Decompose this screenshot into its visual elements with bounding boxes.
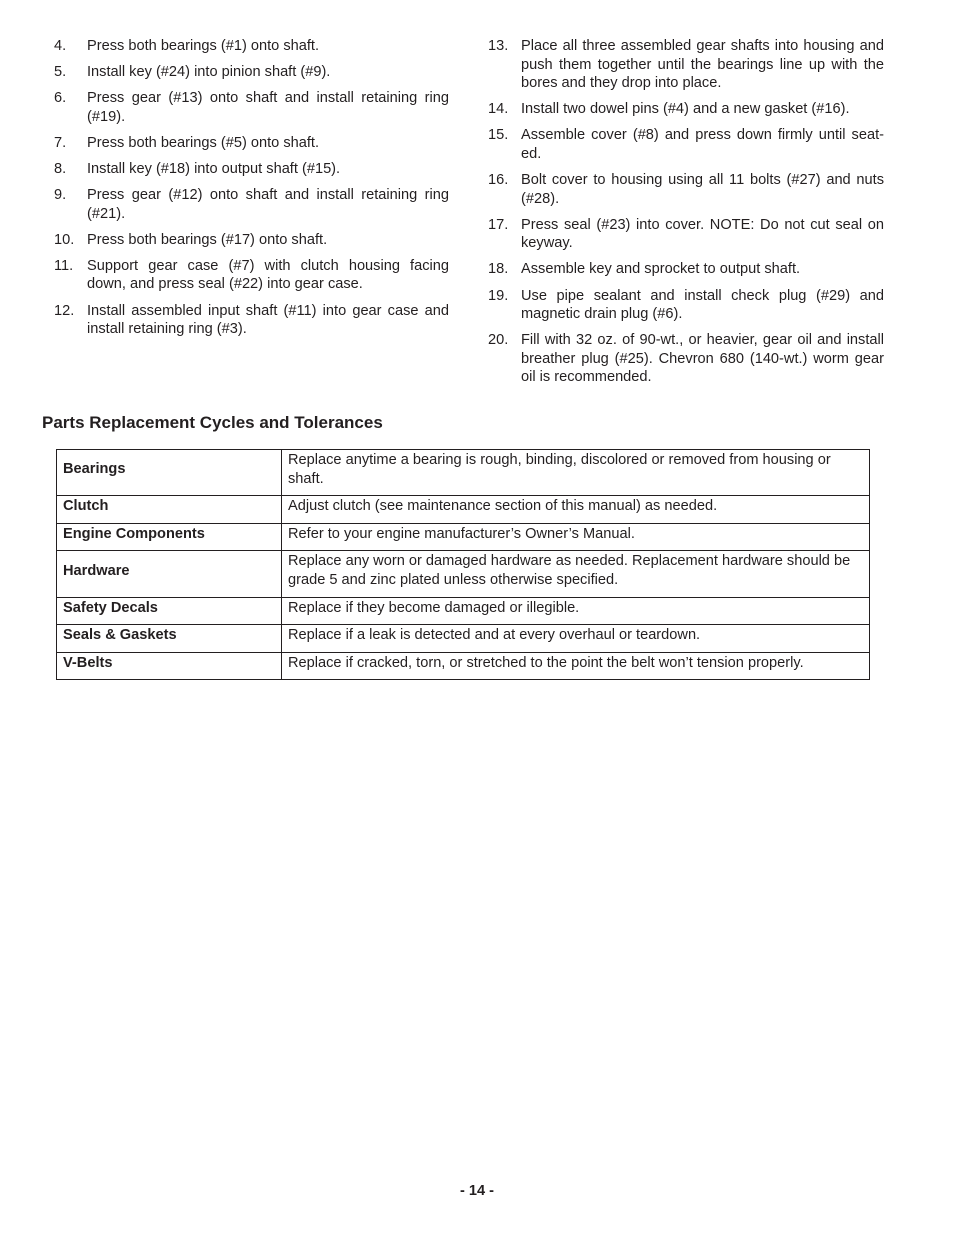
part-name-cell: Bearings	[57, 450, 282, 496]
step-number: 11.	[54, 257, 74, 274]
step-item	[54, 257, 449, 294]
step-text: Use pipe sealant and install check plug (#29) and magnetic drain plug (#6).	[521, 287, 884, 323]
step-number: 16.	[488, 172, 509, 189]
step-number: 8.	[54, 160, 67, 177]
step-item	[54, 134, 449, 153]
step-number: 6.	[54, 90, 67, 107]
step-text: Support gear case (#7) with clutch housing facing down, and press seal (#22) into gear case.	[87, 257, 449, 293]
step-item	[488, 260, 884, 279]
table-row	[57, 597, 870, 625]
step-text: Assemble cover (#8) and press down firmly until seat-ed.	[521, 127, 884, 162]
step-item	[488, 331, 884, 387]
part-description-cell: Replace if a leak is detected and at every overhaul or teardown.	[282, 625, 870, 653]
step-number: 7.	[54, 134, 67, 151]
step-number: 19.	[488, 287, 509, 304]
step-item	[54, 231, 449, 250]
step-item	[488, 126, 884, 163]
part-description-cell: Replace if cracked, torn, or stretched to the point the belt won’t tension properly.	[282, 652, 870, 680]
step-item	[54, 37, 449, 56]
step-number: 17.	[488, 216, 509, 233]
step-number: 10.	[54, 231, 75, 248]
step-text: Fill with 32 oz. of 90-wt., or heavier, gear oil and install breather plug (#25). Chevron 680 (140-wt.) worm gear oil is recommended.	[521, 332, 884, 386]
page-number: - 14 -	[459, 1183, 495, 1199]
part-name-cell: V-Belts	[57, 652, 282, 680]
part-name-cell: Seals & Gaskets	[57, 625, 282, 653]
step-number: 18.	[488, 261, 509, 278]
step-number: 9.	[54, 187, 67, 204]
step-text: Install key (#24) into pinion shaft (#9).	[87, 64, 331, 81]
step-number: 13.	[488, 38, 509, 54]
part-description-cell: Adjust clutch (see maintenance section of this manual) as needed.	[282, 496, 870, 524]
step-item	[488, 171, 884, 208]
step-text: Install assembled input shaft (#11) into gear case and install retaining ring (#3).	[87, 302, 449, 338]
step-text: Press both bearings (#5) onto shaft.	[87, 134, 320, 151]
part-name-cell: Hardware	[57, 551, 282, 597]
step-number: 14.	[488, 101, 509, 118]
step-item	[488, 216, 884, 253]
table-row	[57, 523, 870, 551]
part-name-cell: Engine Components	[57, 523, 282, 551]
steps-column-left	[54, 37, 449, 346]
section-title: Parts Replacement Cycles and Tolerances	[42, 413, 383, 432]
step-item	[54, 302, 449, 339]
steps-column-right	[488, 37, 884, 395]
part-description-cell: Replace any worn or damaged hardware as needed. Replacement hardware should be grade 5 and zinc plated unless otherwise specified.	[282, 551, 870, 597]
step-text: Install two dowel pins (#4) and a new gasket (#16).	[521, 101, 850, 118]
step-number: 20.	[488, 332, 509, 349]
step-text: Press gear (#12) onto shaft and install retaining ring (#21).	[87, 187, 449, 222]
table-row	[57, 652, 870, 680]
part-description-cell: Replace anytime a bearing is rough, binding, discolored or removed from housing or shaft.	[282, 450, 870, 496]
table-row	[57, 551, 870, 597]
step-item	[488, 100, 884, 119]
step-text: Place all three assembled gear shafts into housing and push them together until the bearings line up with the bores and they drop into place.	[521, 38, 884, 92]
part-name-cell: Clutch	[57, 496, 282, 524]
step-item	[54, 63, 449, 82]
parts-replacement-table	[56, 449, 870, 680]
step-item	[54, 186, 449, 223]
step-text: Press both bearings (#17) onto shaft.	[87, 231, 328, 248]
table-row	[57, 450, 870, 496]
part-description-cell: Refer to your engine manufacturer’s Owner’s Manual.	[282, 523, 870, 551]
step-number: 4.	[54, 38, 67, 54]
step-text: Assemble key and sprocket to output shaft.	[521, 261, 801, 278]
step-item	[488, 287, 884, 324]
part-name-cell: Safety Decals	[57, 597, 282, 625]
step-text: Press gear (#13) onto shaft and install retaining ring (#19).	[87, 90, 449, 125]
step-item	[488, 37, 884, 93]
step-item	[54, 160, 449, 179]
step-text: Install key (#18) into output shaft (#15).	[87, 160, 341, 177]
step-number: 15.	[488, 127, 509, 144]
step-item	[54, 89, 449, 126]
step-text: Bolt cover to housing using all 11 bolts (#27) and nuts (#28).	[521, 172, 884, 207]
step-text: Press seal (#23) into cover. NOTE: Do not cut seal on keyway.	[521, 216, 884, 252]
step-number: 12.	[54, 302, 75, 319]
step-text: Press both bearings (#1) onto shaft.	[87, 38, 320, 54]
step-number: 5.	[54, 64, 67, 81]
part-description-cell: Replace if they become damaged or illegible.	[282, 597, 870, 625]
table-row	[57, 496, 870, 524]
table-row	[57, 625, 870, 653]
